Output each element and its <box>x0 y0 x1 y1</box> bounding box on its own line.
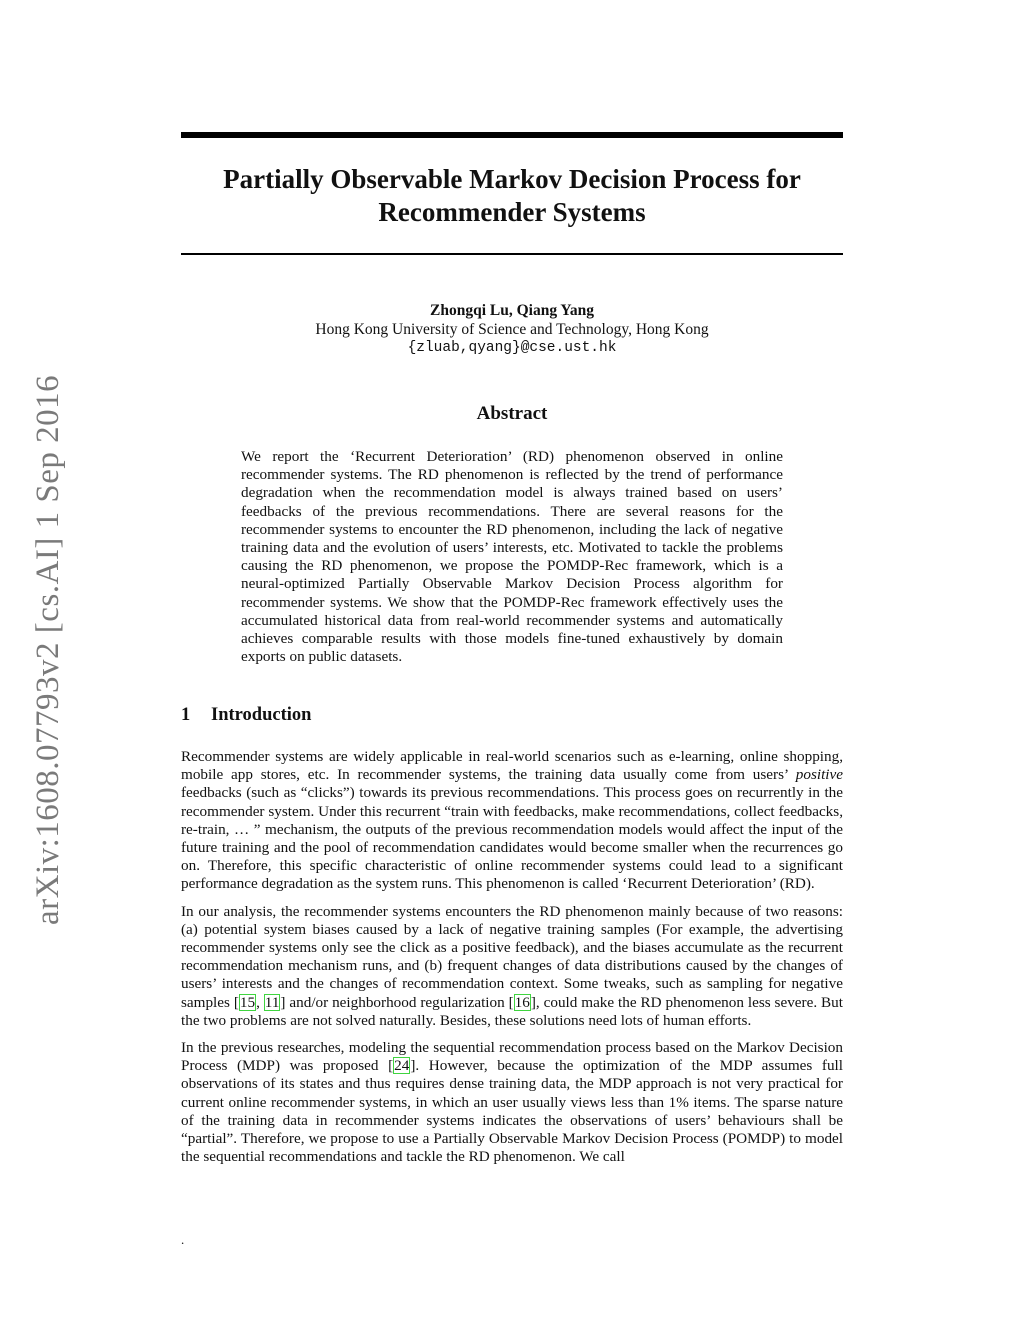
section-heading-introduction <box>181 705 311 726</box>
author-block <box>181 301 843 358</box>
intro-paragraph-1 <box>181 748 843 894</box>
citation-link[interactable]: 16 <box>514 993 530 1011</box>
title-top-rule <box>181 132 843 138</box>
introduction-body <box>181 748 843 1175</box>
intro-p1-emphasis: positive <box>795 766 843 784</box>
abstract-heading: Abstract <box>476 403 548 424</box>
paper-title-line-2: Recommender Systems <box>378 197 646 227</box>
intro-p1-text-b: feedbacks (such as “clicks”) towards its previous recommendations. This process goes on recurrently in the recommender system. Under this recurrent “train with feedbacks, make recommendations, collect feedbacks, re-train, … ” mechanism, the outputs of the previous recommendation models would affect the input of the future training and the pool of recommendation candidates would become smaller when the recurrences go on. Therefore, this specific characteristic of online recommender systems could lead to a significant performance degradation as the system runs. This phenomenon is called ‘Recurrent Deterioration’ (RD). <box>181 784 843 893</box>
footer-mark: . <box>181 1232 185 1247</box>
section-title: Introduction <box>211 705 312 725</box>
intro-p2-text-a: In our analysis, the recommender systems encounters the RD phenomenon mainly because of two reasons: (a) potential system biases caused by a lack of negative training samples (For example, the advertising recommender systems only see the click as a positive feedback), and the biases accumulate as the recurrent recommendation mechanism runs, and (b) frequent changes of data distributions caused by the changes of users’ interests and the changes of recommendation context. Some tweaks, such as sampling for negative samples [ <box>181 902 843 1011</box>
intro-paragraph-2 <box>181 903 843 1030</box>
author-affiliation: Hong Kong University of Science and Technology, Hong Kong <box>315 321 709 338</box>
citation-link[interactable]: 15 <box>239 993 256 1011</box>
citation-link[interactable]: 24 <box>394 1057 410 1075</box>
paper-title <box>181 163 843 229</box>
section-number: 1 <box>181 705 191 725</box>
intro-p3-text-b: ]. However, because the optimization of the MDP assumes full observations of its states and thus requires dense training data, the MDP approach is not very practical for current online recommender systems, in which an user usually views less than 1% items. The sparse nature of the training data in recommender systems indicates the observations of users’ behaviours shall be “partial”. Therefore, we propose to use a Partially Observable Markov Decision Process (POMDP) to model the sequential recommendations and tackle the RD phenomenon. We call <box>181 1057 843 1166</box>
citation-separator: , <box>256 993 264 1011</box>
arxiv-identifier-stamp: arXiv:1608.07793v2 [cs.AI] 1 Sep 2016 <box>30 374 66 925</box>
author-email: {zluab,qyang}@cse.ust.hk <box>407 340 617 356</box>
citation-link[interactable]: 11 <box>264 993 280 1011</box>
intro-p3-text-a: In the previous researches, modeling the sequential recommendation process based on the Markov Decision Process (MDP) was proposed [ <box>181 1039 843 1075</box>
intro-p2-text-b: ] and/or neighborhood regularization [ <box>280 993 514 1011</box>
paper-title-line-1: Partially Observable Markov Decision Process for <box>223 164 801 194</box>
abstract-text: We report the ‘Recurrent Deterioration’ (RD) phenomenon observed in online recommender systems. The RD phenomenon is reflected by the trend of performance degradation when the recommendation model is always trained based on users’ feedbacks of the previous recommendations. There are several reasons for the recommender systems to encounter the RD phenomenon, including the lack of negative training data and the evolution of users’ interests, etc. Motivated to tackle the problems causing the RD phenomenon, we propose the POMDP-Rec framework, which is a neural-optimized Partially Observable Markov Decision Process algorithm for recommender systems. We show that the POMDP-Rec framework effectively uses the accumulated historical data from real-world recommender systems and automatically achieves comparable results with those models fine-tuned exhaustively by domain exports on public datasets. <box>241 448 783 666</box>
intro-p2-text-c: ], could make the RD phenomenon less severe. But the two problems are not solved naturally. Besides, these solutions need lots of human efforts. <box>181 993 843 1029</box>
author-names: Zhongqi Lu, Qiang Yang <box>430 302 594 319</box>
intro-p1-text-a: Recommender systems are widely applicable in real-world scenarios such as e-learning, online shopping, mobile app stores, etc. In recommender systems, the training data usually come from users’ <box>181 748 843 784</box>
title-bottom-rule <box>181 253 843 255</box>
intro-paragraph-3 <box>181 1039 843 1166</box>
